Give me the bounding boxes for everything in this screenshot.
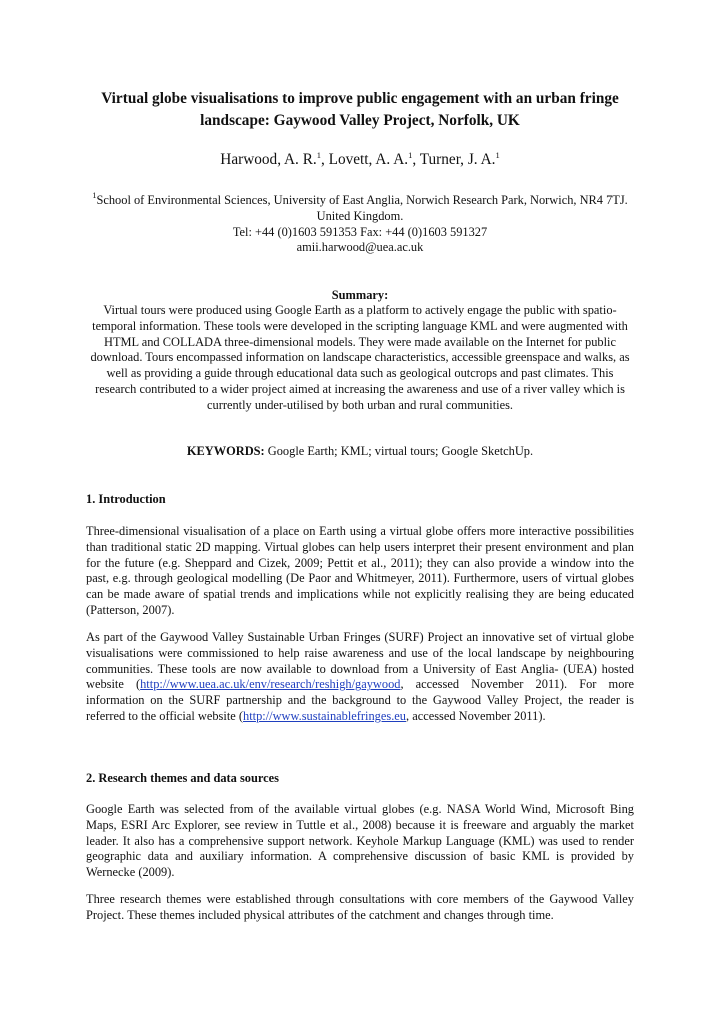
sustainable-fringes-link[interactable]: http://www.sustainablefringes.eu [243,708,406,723]
uea-gaywood-link[interactable]: http://www.uea.ac.uk/env/research/reshigh/gaywood [140,677,401,692]
author-name: Harwood, A. R. [220,151,317,168]
summary-heading: Summary: [331,288,389,302]
keywords-label: KEYWORDS: [186,444,265,458]
author-affiliation-marker: 1 [316,150,321,160]
intro-paragraph-2: As part of the Gaywood Valley Sustainable Urban Fringes (SURF) Project an innovative set of virtual globe visualisations were commissioned to help raise awareness and use of the local landscape by neighbouring communities. These tools are now available to download from a University of East Anglia- (UEA) hosted website (http://www.uea.ac.uk/env/research/reshigh/gaywood, accessed November 2011). For more information on the SURF partnership and the background to the Gaywood Valley Project, the reader is referred to the official website (http://www.sustainablefringes.eu, accessed November 2011). [86,630,635,723]
affiliation-block [86,190,634,256]
author-name: Turner, J. A. [419,151,496,168]
author-name: Lovett, A. A. [328,151,409,168]
section-heading-research-themes: 2. Research themes and data sources [86,771,279,785]
author-list: Harwood, A. R.$^1$, Lovett, A. A.$^1$, Turner, J. A.$^1$ [220,150,500,168]
intro-paragraph-1: Three-dimensional visualisation of a place on Earth using a virtual globe offers more interactive possibilities than traditional static 2D mapping. Virtual globes can help users interpret their present environment and plan for the future (e.g. Sheppard and Cizek, 2009; Pettit et al., 2011); they can also provide a window into the past, e.g. through geological modelling (De Paor and Whitmeyer, 2011). Furthermore, users of virtual globes can be made aware of spatial trends and implications while not explicitly realising they are being educated (Patterson, 2007). [86,524,634,617]
affiliation-contact: Tel: +44 (0)1603 591353 Fax: +44 (0)1603 591327 [232,224,488,239]
keywords-text: Google Earth; KML; virtual tours; Google SketchUp. [267,444,534,458]
summary-body: Virtual tours were produced using Google Earth as a platform to actively engage the public with spatio-temporal information. These tools were developed in the scripting language KML and were augmented with HTML and COLLADA three-dimensional models. They were made available on the Internet for public download. Tours encompassed information on landscape characteristics, accessible greenspace and walks, as well as providing a guide through educational data such as geological outcrops and past climates. This research contributed to a wider project aimed at increasing the awareness and use of a river valley which is currently under-utilised by both urban and rural communities. [90,303,630,412]
author-affiliation-marker: 1 [408,150,413,160]
affiliation-institution: $^1$School of Environmental Sciences, University of East Anglia, Norwich Research Park, Norwich, NR4 7TJ. United Kingdom. [92,190,628,223]
keywords-line [86,443,634,459]
author-affiliation-marker: 1 [495,150,500,160]
themes-paragraph-2: Three research themes were established through consultations with core members of the Gaywood Valley Project. These themes included physical attributes of the catchment and changes through time. [86,892,634,922]
affiliation-email: amii.harwood@uea.ac.uk [296,240,424,255]
themes-paragraph-1: Google Earth was selected from of the available virtual globes (e.g. NASA World Wind, Microsoft Bing Maps, ESRI Arc Explorer, see review in Tuttle et al., 2008) because it is freeware and arguably the market leader. It also has a comprehensive support network. Keyhole Markup Language (KML) was used to render geographic data and auxiliary information. A comprehensive discussion of basic KML is provided by Wernecke (2009). [86,802,634,880]
section-heading-introduction: 1. Introduction [86,492,166,506]
affiliation-marker: 1 [92,190,97,200]
paper-title: Virtual globe visualisations to improve public engagement with an urban fringe landscape: Gaywood Valley Project, Norfolk, UK [101,90,619,129]
